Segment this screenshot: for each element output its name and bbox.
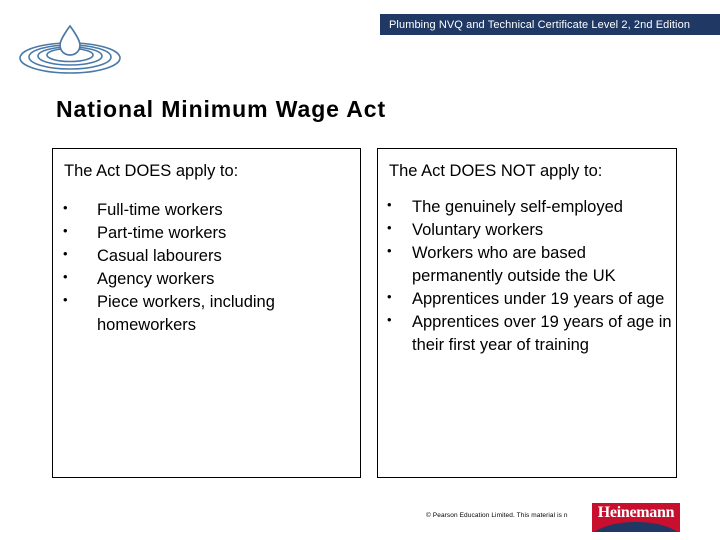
does-not-apply-heading: The Act DOES NOT apply to: (389, 162, 603, 180)
list-item: • Voluntary workers (387, 219, 676, 242)
list-item: • Casual labourers (63, 245, 360, 268)
heinemann-logo-wave (592, 522, 680, 532)
does-not-apply-box (377, 148, 677, 478)
heinemann-publisher-logo (592, 503, 680, 532)
does-not-apply-list (378, 196, 676, 357)
course-title-band (380, 14, 720, 35)
copyright-notice: © Pearson Education Limited. This material is n (426, 512, 568, 519)
list-item: • Apprentices over 19 years of age in their first year of training (387, 311, 676, 357)
does-apply-box (52, 148, 361, 478)
does-apply-heading: The Act DOES apply to: (64, 162, 239, 180)
page-title: National Minimum Wage Act (56, 96, 387, 122)
list-item: • Piece workers, including homeworkers (63, 291, 360, 337)
does-apply-list (53, 199, 360, 337)
list-item: • Apprentices under 19 years of age (387, 288, 676, 311)
list-item: • Part-time workers (63, 222, 360, 245)
course-title-text: Plumbing NVQ and Technical Certificate Level 2, 2nd Edition (389, 18, 691, 31)
list-item: • Workers who are based permanently outside the UK (387, 242, 676, 288)
heinemann-logo-text: Heinemann (597, 504, 675, 521)
list-item: • Full-time workers (63, 199, 360, 222)
list-item: • Agency workers (63, 268, 360, 291)
list-item: • The genuinely self-employed (387, 196, 676, 219)
water-droplet-ripple-logo (10, 18, 130, 76)
